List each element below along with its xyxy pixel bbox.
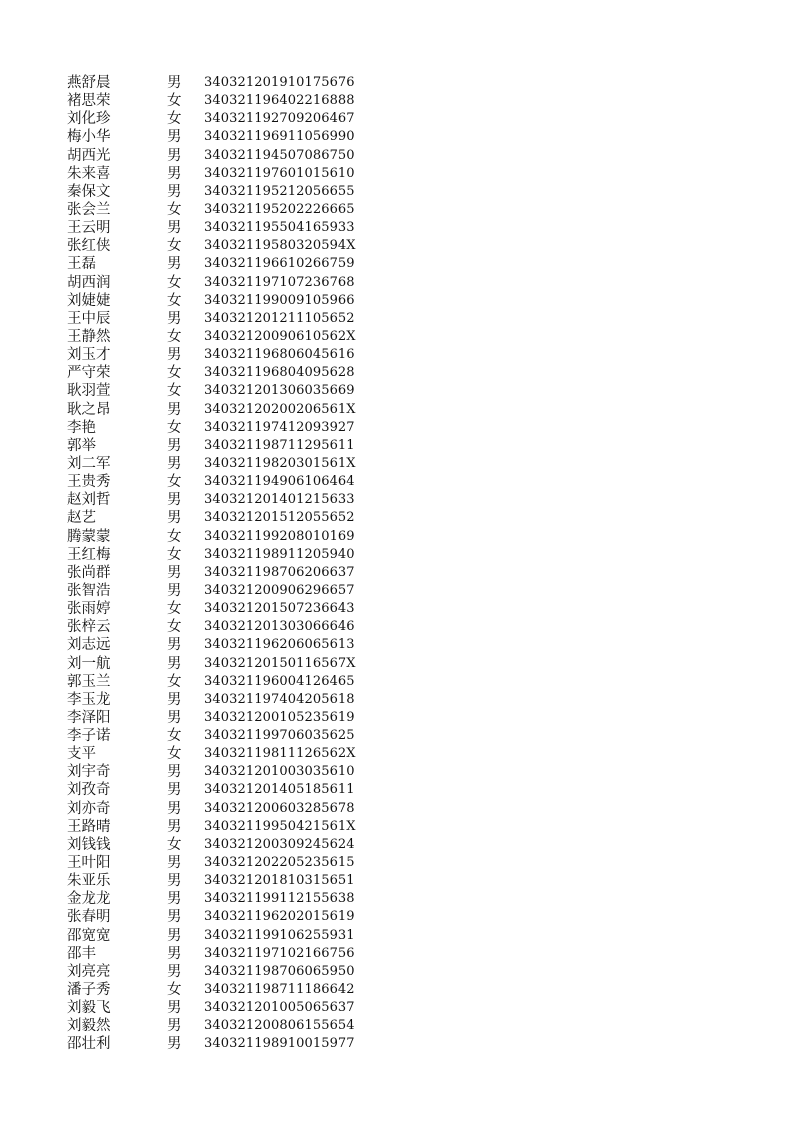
person-name: 李艳 <box>67 419 96 436</box>
person-gender: 女 <box>167 201 182 218</box>
person-id-number: 340321194507086750 <box>204 147 355 163</box>
person-name: 刘一航 <box>67 655 111 672</box>
person-gender: 男 <box>167 945 182 962</box>
person-gender: 男 <box>167 818 182 835</box>
table-row <box>0 546 793 564</box>
person-name: 刘亮亮 <box>67 963 111 980</box>
person-gender: 男 <box>167 691 182 708</box>
person-name: 王磊 <box>67 256 96 273</box>
person-name: 刘孜奇 <box>67 782 111 799</box>
table-row <box>0 346 793 364</box>
person-id-number: 340321197601015610 <box>204 165 355 181</box>
person-id-number: 340321198706065950 <box>204 963 355 979</box>
person-id-number: 340321197102166756 <box>204 945 355 961</box>
person-name: 严守荣 <box>67 365 111 382</box>
person-gender: 女 <box>167 93 182 110</box>
person-id-number: 340321201810315651 <box>204 873 355 889</box>
person-gender: 女 <box>167 274 182 291</box>
table-row <box>0 999 793 1017</box>
person-name: 李子诺 <box>67 728 111 745</box>
person-gender: 男 <box>167 347 182 364</box>
person-name: 腾蒙蒙 <box>67 528 111 545</box>
table-row <box>0 582 793 600</box>
person-name: 郭举 <box>67 437 96 454</box>
person-name: 张尚群 <box>67 564 111 581</box>
table-row <box>0 727 793 745</box>
person-id-number: 340321198706206637 <box>204 564 355 580</box>
person-gender: 男 <box>167 782 182 799</box>
person-gender: 女 <box>167 383 182 400</box>
person-name: 王叶阳 <box>67 855 111 872</box>
table-row <box>0 128 793 146</box>
table-row <box>0 872 793 890</box>
person-id-number: 340321197404205618 <box>204 691 355 707</box>
person-name: 张红侠 <box>67 238 111 255</box>
person-id-number: 340321200309245624 <box>204 836 355 852</box>
person-gender: 男 <box>167 873 182 890</box>
person-gender: 女 <box>167 365 182 382</box>
table-row <box>0 908 793 926</box>
table-row <box>0 255 793 273</box>
person-gender: 男 <box>167 855 182 872</box>
person-gender: 男 <box>167 800 182 817</box>
person-name: 刘志远 <box>67 637 111 654</box>
table-row <box>0 382 793 400</box>
person-id-number: 340321199706035625 <box>204 728 355 744</box>
person-id-number: 340321196202015619 <box>204 909 355 925</box>
person-name: 郭玉兰 <box>67 673 111 690</box>
person-name: 燕舒晨 <box>67 75 111 91</box>
person-gender: 男 <box>167 310 182 327</box>
person-name: 王中辰 <box>67 310 111 327</box>
person-name: 刘化珍 <box>67 111 111 128</box>
person-gender: 女 <box>167 328 182 345</box>
table-row <box>0 691 793 709</box>
person-gender: 女 <box>167 673 182 690</box>
person-gender: 女 <box>167 728 182 745</box>
person-name: 邵丰 <box>67 945 96 962</box>
table-row <box>0 800 793 818</box>
person-id-number: 340321196610266759 <box>204 256 355 272</box>
person-id-number: 34032119811126562X <box>204 746 356 762</box>
table-row <box>0 509 793 527</box>
person-id-number: 340321199112155638 <box>204 891 355 907</box>
person-name: 潘子秀 <box>67 982 111 999</box>
person-name: 胡西光 <box>67 147 111 164</box>
person-gender: 女 <box>167 238 182 255</box>
person-id-number: 340321200105235619 <box>204 709 355 725</box>
person-id-number: 340321201303066646 <box>204 619 355 635</box>
person-name: 张梓云 <box>67 619 111 636</box>
person-name: 褚思荣 <box>67 93 111 110</box>
person-name: 李泽阳 <box>67 709 111 726</box>
person-gender: 男 <box>167 183 182 200</box>
table-row <box>0 618 793 636</box>
table-row <box>0 437 793 455</box>
person-gender: 男 <box>167 256 182 273</box>
table-row <box>0 818 793 836</box>
person-id-number: 340321198910015977 <box>204 1036 355 1052</box>
person-name: 赵刘哲 <box>67 492 111 509</box>
table-row <box>0 636 793 654</box>
person-name: 耿之昂 <box>67 401 111 418</box>
person-name: 张春明 <box>67 909 111 926</box>
person-gender: 男 <box>167 709 182 726</box>
person-id-number: 340321201306035669 <box>204 383 355 399</box>
person-id-number: 340321199009105966 <box>204 292 355 308</box>
person-id-number: 34032119950421561X <box>204 818 356 834</box>
person-id-number: 340321201910175676 <box>204 75 355 90</box>
table-row <box>0 564 793 582</box>
person-name: 梅小华 <box>67 129 111 146</box>
person-gender: 女 <box>167 546 182 563</box>
person-gender: 男 <box>167 637 182 654</box>
table-row <box>0 364 793 382</box>
person-gender: 男 <box>167 220 182 237</box>
table-row <box>0 709 793 727</box>
person-name: 邵宽宽 <box>67 927 111 944</box>
table-row <box>0 201 793 219</box>
person-id-number: 340321195504165933 <box>204 220 355 236</box>
person-gender: 男 <box>167 455 182 472</box>
person-gender: 男 <box>167 129 182 146</box>
person-name: 耿羽萱 <box>67 383 111 400</box>
person-name: 王贵秀 <box>67 474 111 491</box>
table-row <box>0 473 793 491</box>
table-row <box>0 945 793 963</box>
person-id-number: 34032119820301561X <box>204 455 356 471</box>
person-name: 张会兰 <box>67 201 111 218</box>
person-id-number: 340321201507236643 <box>204 601 355 617</box>
person-gender: 男 <box>167 147 182 164</box>
person-id-number: 340321198711186642 <box>204 982 355 998</box>
person-id-number: 340321200603285678 <box>204 800 355 816</box>
person-name: 王静然 <box>67 328 111 345</box>
table-row <box>0 401 793 419</box>
person-id-number: 340321196806045616 <box>204 347 355 363</box>
table-row <box>0 237 793 255</box>
person-name: 胡西润 <box>67 274 111 291</box>
person-gender: 男 <box>167 891 182 908</box>
person-gender: 男 <box>167 510 182 527</box>
person-id-number: 340321195212056655 <box>204 183 355 199</box>
person-id-number: 340321202205235615 <box>204 855 355 871</box>
person-gender: 男 <box>167 1000 182 1017</box>
person-id-number: 340321199106255931 <box>204 927 355 943</box>
person-name: 王红梅 <box>67 546 111 563</box>
person-id-number: 340321195202226665 <box>204 201 355 217</box>
person-id-number: 340321196206065613 <box>204 637 355 653</box>
table-row <box>0 890 793 908</box>
person-id-number: 340321201512055652 <box>204 510 355 526</box>
person-name: 金龙龙 <box>67 891 111 908</box>
person-name: 朱亚乐 <box>67 873 111 890</box>
table-row <box>0 528 793 546</box>
person-gender: 男 <box>167 927 182 944</box>
table-row <box>0 92 793 110</box>
person-id-number: 340321198711295611 <box>204 437 355 453</box>
person-name: 刘钱钱 <box>67 836 111 853</box>
person-name: 刘毅飞 <box>67 1000 111 1017</box>
table-row <box>0 1017 793 1035</box>
person-id-number: 34032120150116567X <box>204 655 356 671</box>
person-gender: 男 <box>167 764 182 781</box>
table-row <box>0 328 793 346</box>
table-row <box>0 673 793 691</box>
person-name: 秦保文 <box>67 183 111 200</box>
person-id-number: 340321196804095628 <box>204 365 355 381</box>
table-row <box>0 147 793 165</box>
table-row <box>0 455 793 473</box>
person-id-number: 340321201005065637 <box>204 1000 355 1016</box>
person-gender: 男 <box>167 401 182 418</box>
person-name: 王路晴 <box>67 818 111 835</box>
person-gender: 女 <box>167 746 182 763</box>
person-id-number: 340321197107236768 <box>204 274 355 290</box>
person-name: 刘玉才 <box>67 347 111 364</box>
person-id-number: 340321196004126465 <box>204 673 355 689</box>
table-row <box>0 963 793 981</box>
person-name: 刘二军 <box>67 455 111 472</box>
person-name: 李玉龙 <box>67 691 111 708</box>
table-row <box>0 419 793 437</box>
person-id-number: 340321194906106464 <box>204 474 355 490</box>
person-id-number: 34032120200206561X <box>204 401 356 417</box>
person-gender: 女 <box>167 982 182 999</box>
table-row <box>0 274 793 292</box>
person-name: 王云明 <box>67 220 111 237</box>
person-gender: 男 <box>167 582 182 599</box>
person-id-number: 340321201211105652 <box>204 310 355 326</box>
table-row <box>0 854 793 872</box>
person-id-number: 340321197412093927 <box>204 419 355 435</box>
table-row <box>0 981 793 999</box>
person-name: 朱来喜 <box>67 165 111 182</box>
table-row <box>0 491 793 509</box>
table-row <box>0 183 793 201</box>
person-gender: 女 <box>167 836 182 853</box>
person-gender: 女 <box>167 474 182 491</box>
person-id-number: 340321192709206467 <box>204 111 355 127</box>
person-id-number: 340321196911056990 <box>204 129 355 145</box>
person-name: 赵艺 <box>67 510 96 527</box>
person-id-number: 340321199208010169 <box>204 528 355 544</box>
person-gender: 男 <box>167 75 182 91</box>
person-gender: 女 <box>167 619 182 636</box>
table-row <box>0 110 793 128</box>
person-id-number: 340321201405185611 <box>204 782 355 798</box>
table-row <box>0 836 793 854</box>
person-gender: 男 <box>167 437 182 454</box>
person-id-number: 340321196402216888 <box>204 93 355 109</box>
table-row <box>0 600 793 618</box>
person-id-number: 340321200806155654 <box>204 1018 355 1034</box>
person-gender: 女 <box>167 528 182 545</box>
table-row <box>0 165 793 183</box>
table-row <box>0 763 793 781</box>
table-row <box>0 655 793 673</box>
person-name: 刘宇奇 <box>67 764 111 781</box>
person-gender: 女 <box>167 419 182 436</box>
table-row <box>0 781 793 799</box>
person-gender: 女 <box>167 601 182 618</box>
table-row <box>0 927 793 945</box>
person-name: 支平 <box>67 746 96 763</box>
roster-table <box>0 74 793 1054</box>
person-id-number: 34032119580320594X <box>204 238 356 254</box>
person-gender: 男 <box>167 1018 182 1035</box>
person-name: 刘毅然 <box>67 1018 111 1035</box>
person-name: 刘婕婕 <box>67 292 111 309</box>
person-gender: 男 <box>167 909 182 926</box>
table-row <box>0 745 793 763</box>
person-gender: 男 <box>167 655 182 672</box>
person-name: 张雨婷 <box>67 601 111 618</box>
person-gender: 男 <box>167 564 182 581</box>
table-row <box>0 292 793 310</box>
person-name: 邵壮利 <box>67 1036 111 1053</box>
person-gender: 女 <box>167 111 182 128</box>
person-id-number: 340321200906296657 <box>204 582 355 598</box>
person-gender: 男 <box>167 963 182 980</box>
person-name: 张智浩 <box>67 582 111 599</box>
person-gender: 男 <box>167 492 182 509</box>
person-id-number: 340321201003035610 <box>204 764 355 780</box>
table-row <box>0 310 793 328</box>
table-row <box>0 1035 793 1053</box>
table-row <box>0 74 793 92</box>
person-id-number: 340321198911205940 <box>204 546 355 562</box>
person-id-number: 34032120090610562X <box>204 328 356 344</box>
person-gender: 男 <box>167 1036 182 1053</box>
person-gender: 女 <box>167 292 182 309</box>
person-name: 刘亦奇 <box>67 800 111 817</box>
table-row <box>0 219 793 237</box>
person-id-number: 340321201401215633 <box>204 492 355 508</box>
person-gender: 男 <box>167 165 182 182</box>
